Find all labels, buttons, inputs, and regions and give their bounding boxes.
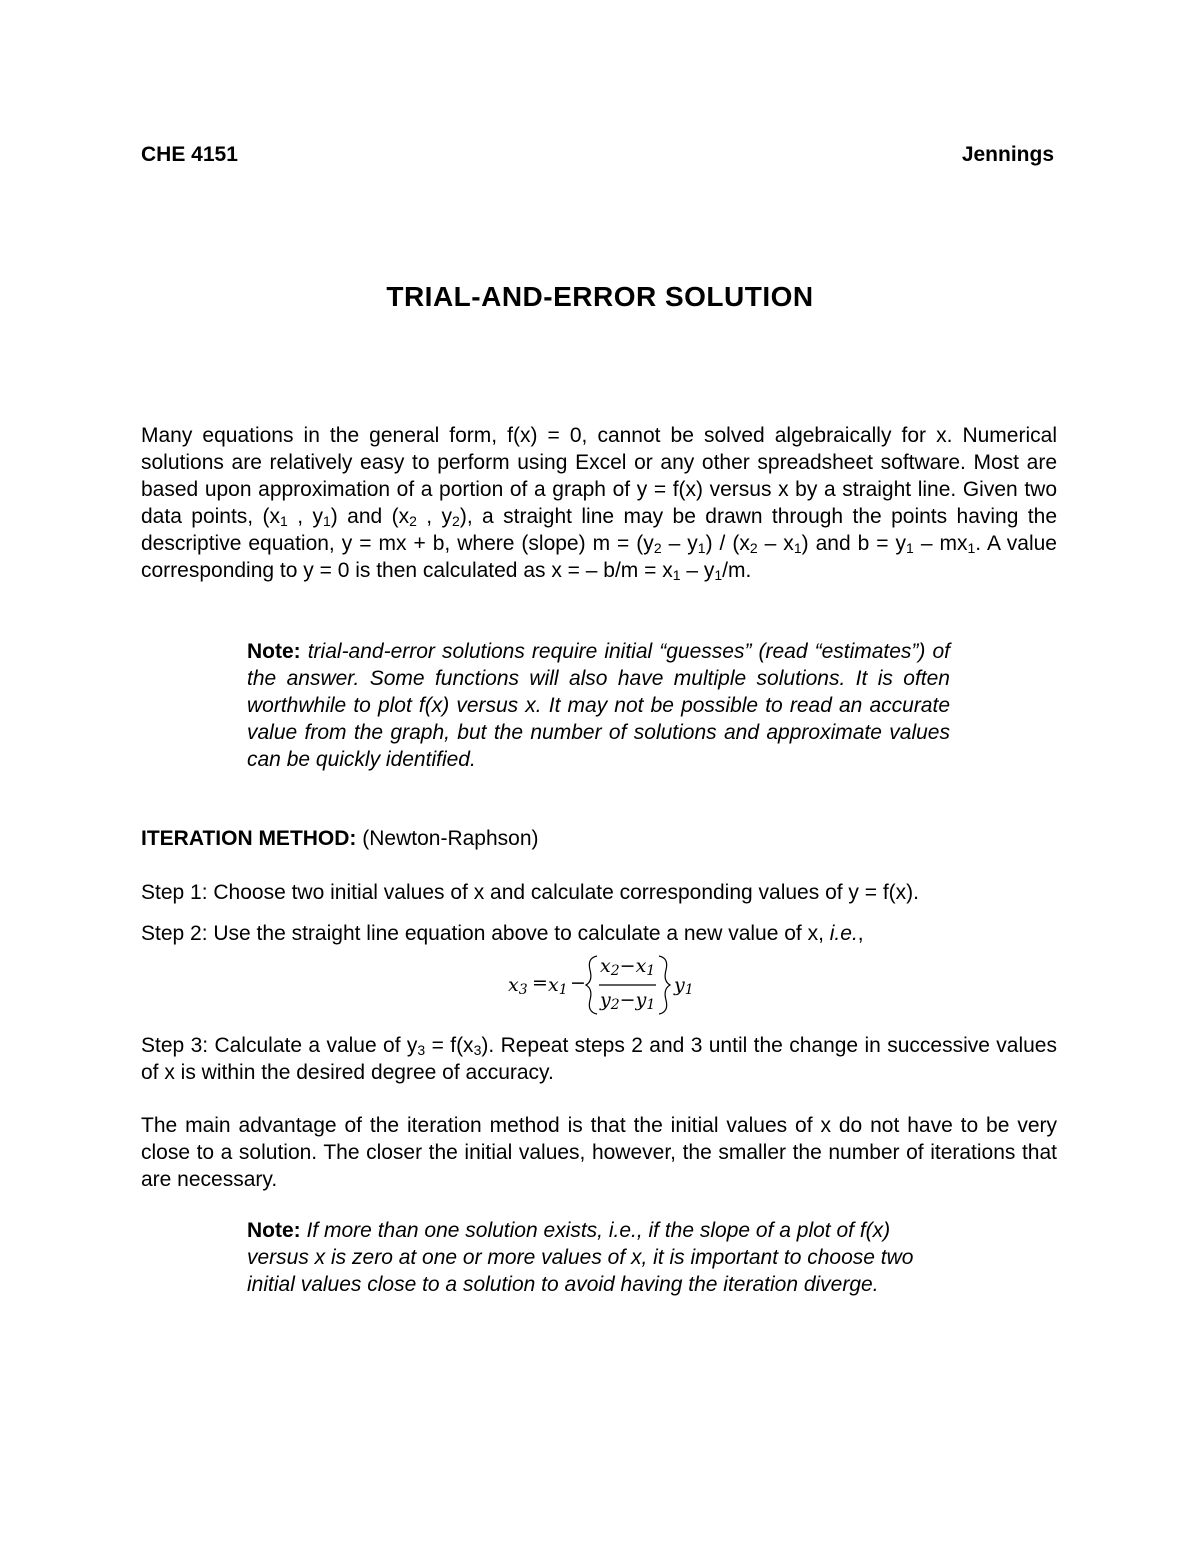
formula-lhs: $x_3$: [508, 974, 528, 998]
formula-y1: $y_1$: [674, 974, 694, 998]
formula-equals: =: [532, 972, 548, 994]
formula-minus: −: [570, 972, 586, 994]
formula-numerator: $x_2-x_1$: [600, 955, 656, 979]
author-name: Jennings: [961, 143, 1054, 166]
note-label: Note:: [247, 640, 301, 663]
note-label: Note:: [247, 1219, 301, 1242]
intro-paragraph: Many equations in the general form, f(x) = 0, cannot be solved algebraically for x. Numerical solutions are relatively easy to perform using Excel or any other spreadsheet software. Most are based upon approximation of a portion of a graph of y = f(x) versus x by a straight line. Given two data points, ($x_1$ , $y_1$) and ($x_2$ , $y_2$), a straight line may be drawn through the points having the descriptive equation, y = mx + b, where (slope) $m = (y_2 - y_1) / (x_2 - x_1)$ and $b = y_1 - mx_1$. A value corresponding to y = 0 is then calculated as x = – $b/m = x_1 - y_1/m$.: [141, 424, 1058, 583]
note-guesses: Note: trial-and-error solutions require initial “guesses” (read “estimates”) of the answer. Some functions will also have multiple solutions. It is often worthwhile to plot f(x) versus x. It may not be possible to read an accurate value from the graph, but the number of solutions and approximate values can be quickly identified.: [247, 640, 950, 771]
secant-formula: [508, 952, 708, 1016]
formula-denominator: $y_2-y_1$: [600, 989, 656, 1013]
page-title: TRIAL-AND-ERROR SOLUTION: [386, 281, 814, 312]
step-3: Step 3: Calculate a value of $y_3 = f(x_3)$. Repeat steps 2 and 3 until the change in successive values of x is within the desired degree of accuracy.: [141, 1034, 1057, 1084]
formula-x1: $x_1$: [548, 974, 568, 998]
advantage-paragraph: The main advantage of the iteration method is that the initial values of x do not have to be very close to a solution. The closer the initial values, however, the smaller the number of iterations that are necessary.: [141, 1114, 1057, 1191]
note-divergence: Note: If more than one solution exists, i.e., if the slope of a plot of f(x) versus x is zero at one or more values of x, it is important to choose two initial values close to a solution to avoid having the iteration diverge.: [247, 1219, 914, 1296]
step-2: Step 2: Use the straight line equation above to calculate a new value of x, i.e.,: [141, 922, 864, 945]
step-1: Step 1: Choose two initial values of x and calculate corresponding values of y = f(x).: [141, 881, 920, 904]
section-heading-iteration: ITERATION METHOD: (Newton-Raphson): [141, 827, 539, 850]
course-code: CHE 4151: [141, 143, 238, 166]
